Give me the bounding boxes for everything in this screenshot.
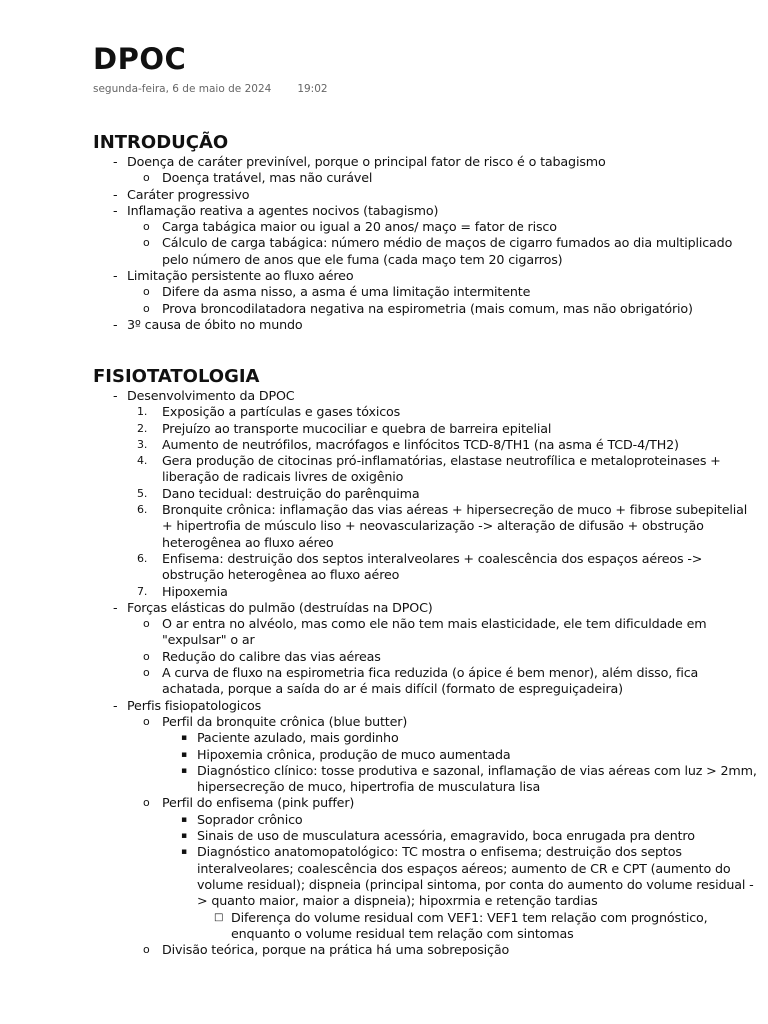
list-item[interactable]: o Cálculo de carga tabágica: número médio de maços de cigarro fumados ao dia multiplicado pelo número de anos que ele fuma (cada maço tem 20 cigarros): [143, 235, 733, 267]
section-heading-introducao[interactable]: INTRODUÇÃO: [93, 132, 229, 153]
numbered-item[interactable]: 3. Aumento de neutrófilos, macrófagos e linfócitos TCD-8/TH1 (na asma é TCD-4/TH2): [137, 436, 679, 452]
list-item[interactable]: o Perfil da bronquite crônica (blue butter): [143, 713, 408, 729]
list-item[interactable]: o A curva de fluxo na espirometria fica reduzida (o ápice é bem menor), além disso, fica achatada, porque a saída do ar é mais difícil (formato de espreguiçadeira): [143, 665, 699, 697]
list-item[interactable]: - Doença de caráter previnível, porque o principal fator de risco é o tabagismo: [113, 154, 606, 169]
dash-bullet: -: [113, 388, 118, 403]
dash-bullet: -: [113, 202, 118, 218]
list-item[interactable]: - Perfis fisiopatologicos: [113, 697, 262, 713]
hollow-square-bullet: □: [214, 911, 224, 923]
circle-bullet: o: [143, 220, 150, 234]
circle-bullet: o: [143, 714, 150, 728]
circle-bullet: o: [143, 649, 150, 663]
page-time: 19:02: [297, 83, 328, 95]
square-bullet: ▪: [181, 765, 187, 776]
numbered-item[interactable]: 6. Bronquite crônica: inflamação das vias aéreas + hipersecreção de muco + fibrose subepitelial + hipertrofia de músculo liso + neovascularização -> alteração de difusão + obstrução heterogênea ao fluxo aéreo: [137, 502, 748, 550]
circle-bullet: o: [143, 617, 150, 631]
list-item[interactable]: ▪ Paciente azulado, mais gordinho: [181, 730, 399, 746]
list-item[interactable]: o Doença tratável, mas não curável: [143, 170, 373, 186]
list-item[interactable]: o Perfil do enfisema (pink puffer): [143, 795, 355, 811]
page-title[interactable]: DPOC: [93, 42, 187, 76]
list-item[interactable]: - 3º causa de óbito no mundo: [113, 316, 303, 332]
list-item[interactable]: o O ar entra no alvéolo, mas como ele não tem mais elasticidade, ele tem dificuldade em "expulsar" o ar: [143, 616, 707, 648]
circle-bullet: o: [143, 943, 150, 957]
list-item[interactable]: o Difere da asma nisso, a asma é uma limitação intermitente: [143, 284, 531, 300]
list-item[interactable]: ▪ Diagnóstico anatomopatológico: TC mostra o enfisema; destruição dos septos interalveolares; coalescência dos espaços aéreos; aumento de CR e CPT (aumento do volume residual); dispneia (principal sintoma, por conta do aumento do volume residual -> quanto maior, maior a dispneia); hipoxrmia e retenção tardias: [181, 844, 754, 909]
square-bullet: ▪: [181, 733, 187, 744]
list-item[interactable]: - Desenvolvimento da DPOC: [113, 388, 295, 403]
circle-bullet: o: [143, 236, 150, 250]
section-fisiotatologia: [93, 366, 760, 958]
numbered-item[interactable]: 1. Exposição a partículas e gases tóxicos: [137, 404, 401, 420]
list-item[interactable]: o Prova broncodilatadora negativa na espirometria (mais comum, mas não obrigatório): [143, 300, 693, 316]
square-bullet: ▪: [181, 814, 187, 825]
introducao-list: [93, 154, 760, 333]
list-item[interactable]: - Inflamação reativa a agentes nocivos (tabagismo): [113, 202, 439, 218]
numbered-item[interactable]: 2. Prejuízo ao transporte mucociliar e quebra de barreira epitelial: [137, 420, 552, 436]
list-item[interactable]: □ Diferença do volume residual com VEF1: VEF1 tem relação com prognóstico, enquanto o volume residual tem relação com sintomas: [214, 909, 708, 941]
circle-bullet: o: [143, 796, 150, 810]
dash-bullet: -: [113, 697, 118, 713]
list-item[interactable]: ▪ Diagnóstico clínico: tosse produtiva e sazonal, inflamação de vias aéreas com luz > 2mm, hipersecreção de muco, hipertrofia de musculatura lisa: [181, 762, 757, 795]
list-item[interactable]: o Redução do calibre das vias aéreas: [143, 648, 381, 664]
list-item[interactable]: - Limitação persistente ao fluxo aéreo: [113, 268, 354, 284]
page-timestamp: [93, 83, 328, 95]
circle-bullet: o: [143, 666, 150, 680]
section-heading-fisiotatologia[interactable]: FISIOTATOLOGIA: [93, 366, 260, 387]
dash-bullet: -: [113, 268, 118, 284]
numbered-item[interactable]: 4. Gera produção de citocinas pró-inflamatórias, elastase neutrofílica e metaloproteinases + liberação de radicais livres de oxigênio: [137, 453, 721, 485]
list-item[interactable]: - Forças elásticas do pulmão (destruídas na DPOC): [113, 599, 433, 615]
list-item[interactable]: ▪ Soprador crônico: [181, 811, 303, 827]
circle-bullet: o: [143, 171, 150, 185]
circle-bullet: o: [143, 285, 150, 299]
list-item[interactable]: o Divisão teórica, porque na prática há uma sobreposição: [143, 942, 510, 958]
dash-bullet: -: [113, 186, 118, 202]
list-item[interactable]: o Carga tabágica maior ou igual a 20 anos/ maço = fator de risco: [143, 219, 557, 235]
numbered-item[interactable]: 6. Enfisema: destruição dos septos interalveolares + coalescência dos espaços aéreos -> obstrução heterogênea ao fluxo aéreo: [137, 550, 703, 583]
dash-bullet: -: [113, 154, 118, 169]
section-introducao: [93, 132, 760, 333]
square-bullet: ▪: [181, 847, 187, 858]
dash-bullet: -: [113, 316, 118, 332]
list-item[interactable]: - Caráter progressivo: [113, 186, 250, 202]
circle-bullet: o: [143, 301, 150, 315]
square-bullet: ▪: [181, 831, 187, 842]
fisiotatologia-list: [93, 388, 760, 958]
square-bullet: ▪: [181, 749, 187, 760]
dash-bullet: -: [113, 599, 118, 615]
list-item[interactable]: ▪ Hipoxemia crônica, produção de muco aumentada: [181, 746, 511, 762]
page-date: segunda-feira, 6 de maio de 2024: [93, 83, 272, 95]
numbered-item[interactable]: 5. Dano tecidual: destruição do parênquima: [137, 485, 420, 501]
list-item[interactable]: ▪ Sinais de uso de musculatura acessória, emagravido, boca enrugada pra dentro: [181, 828, 695, 844]
numbered-item[interactable]: 7. Hipoxemia: [137, 583, 228, 599]
